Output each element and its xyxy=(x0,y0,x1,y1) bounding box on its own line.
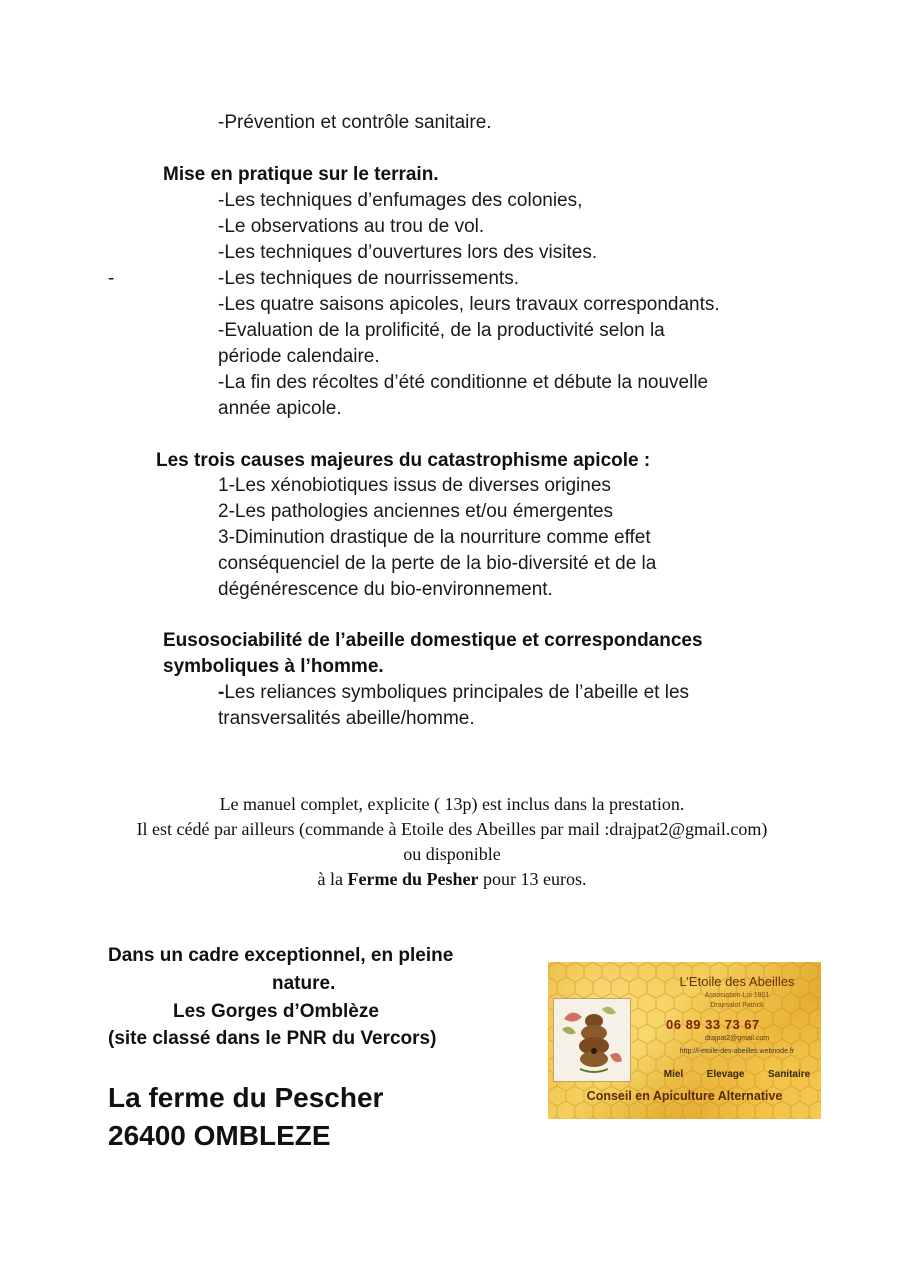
card-tags xyxy=(652,1069,821,1080)
list-item: -La fin des récoltes d’été conditionne et débute la nouvelle xyxy=(218,372,709,393)
item-dash: - xyxy=(218,682,225,703)
section-heading-causes: Les trois causes majeures du catastrophisme apicole : xyxy=(156,450,651,471)
manual-line-1: Le manuel complet, explicite ( 13p) est inclus dans la prestation. xyxy=(219,794,685,814)
farm-name-bold: Ferme du Pesher xyxy=(347,869,479,889)
list-item: -Les techniques d’enfumages des colonies, xyxy=(218,190,583,211)
manual-line-2: Il est cédé par ailleurs (commande à Etoile des Abeilles par mail :drajpat2@gmail.com) xyxy=(136,819,768,839)
list-item: 2-Les pathologies anciennes et/ou émergentes xyxy=(218,501,614,522)
list-item xyxy=(218,680,689,706)
section-heading-eusociability-line2: symboliques à l’homme. xyxy=(163,656,384,677)
farm-name: La ferme du Pescher xyxy=(108,1082,384,1113)
business-card-image xyxy=(548,962,821,1119)
location-line-4: (site classé dans le PNR du Vercors) xyxy=(108,1028,437,1049)
stray-dash: - xyxy=(108,268,115,289)
list-item: transversalités abeille/homme. xyxy=(218,708,475,729)
item-text: Les reliances symboliques principales de l’abeille et les xyxy=(224,682,690,703)
card-mail: drajpat2@gmail.com xyxy=(704,1035,770,1042)
location-line-1: Dans un cadre exceptionnel, en pleine xyxy=(108,945,454,966)
section-heading-terrain: Mise en pratique sur le terrain. xyxy=(163,164,439,185)
card-slogan: Conseil en Apiculture Alternative xyxy=(586,1089,783,1103)
card-tag: Miel xyxy=(663,1069,684,1080)
beehive-icon xyxy=(554,999,630,1081)
manual-line-3: ou disponible xyxy=(403,844,501,864)
list-item: -Les techniques de nourrissements. xyxy=(218,268,519,289)
list-item: -Le observations au trou de vol. xyxy=(218,216,485,237)
farm-address: 26400 OMBLEZE xyxy=(108,1120,331,1151)
list-item: dégénérescence du bio-environnement. xyxy=(218,579,553,600)
list-item: année apicole. xyxy=(218,398,342,419)
card-subtitle-1: Association Loi 1901 xyxy=(704,992,770,999)
list-item: -Evaluation de la prolificité, de la productivité selon la xyxy=(218,320,665,341)
list-item: -Les techniques d’ouvertures lors des visites. xyxy=(218,242,598,263)
card-tag: Sanitaire xyxy=(767,1069,811,1080)
card-title: L’Etoile des Abeilles xyxy=(679,974,795,989)
list-item: 1-Les xénobiotiques issus de diverses origines xyxy=(218,475,611,496)
manual-pre: à la xyxy=(317,869,348,889)
card-tag: Elevage xyxy=(706,1069,745,1080)
list-item: période calendaire. xyxy=(218,346,380,367)
card-subtitle-2: Drajmalot Patrick xyxy=(710,1002,764,1009)
location-line-3: Les Gorges d’Omblèze xyxy=(173,1001,379,1022)
section-heading-eusociability: Eusosociabilité de l’abeille domestique et correspondances xyxy=(163,630,703,651)
list-item: -Les quatre saisons apicoles, leurs travaux correspondants. xyxy=(218,294,720,315)
list-item: conséquenciel de la perte de la bio-diversité et de la xyxy=(218,553,657,574)
manual-line-4 xyxy=(0,867,904,892)
prevention-item: -Prévention et contrôle sanitaire. xyxy=(218,112,492,133)
location-line-2: nature. xyxy=(272,973,336,994)
card-website: http://l-etoile-des-abeilles.webnode.fr xyxy=(679,1048,795,1055)
beehive-illustration xyxy=(553,998,631,1082)
list-item: 3-Diminution drastique de la nourriture comme effet xyxy=(218,527,651,548)
manual-post: pour 13 euros. xyxy=(478,869,587,889)
card-phone: 06 89 33 73 67 xyxy=(666,1017,760,1032)
